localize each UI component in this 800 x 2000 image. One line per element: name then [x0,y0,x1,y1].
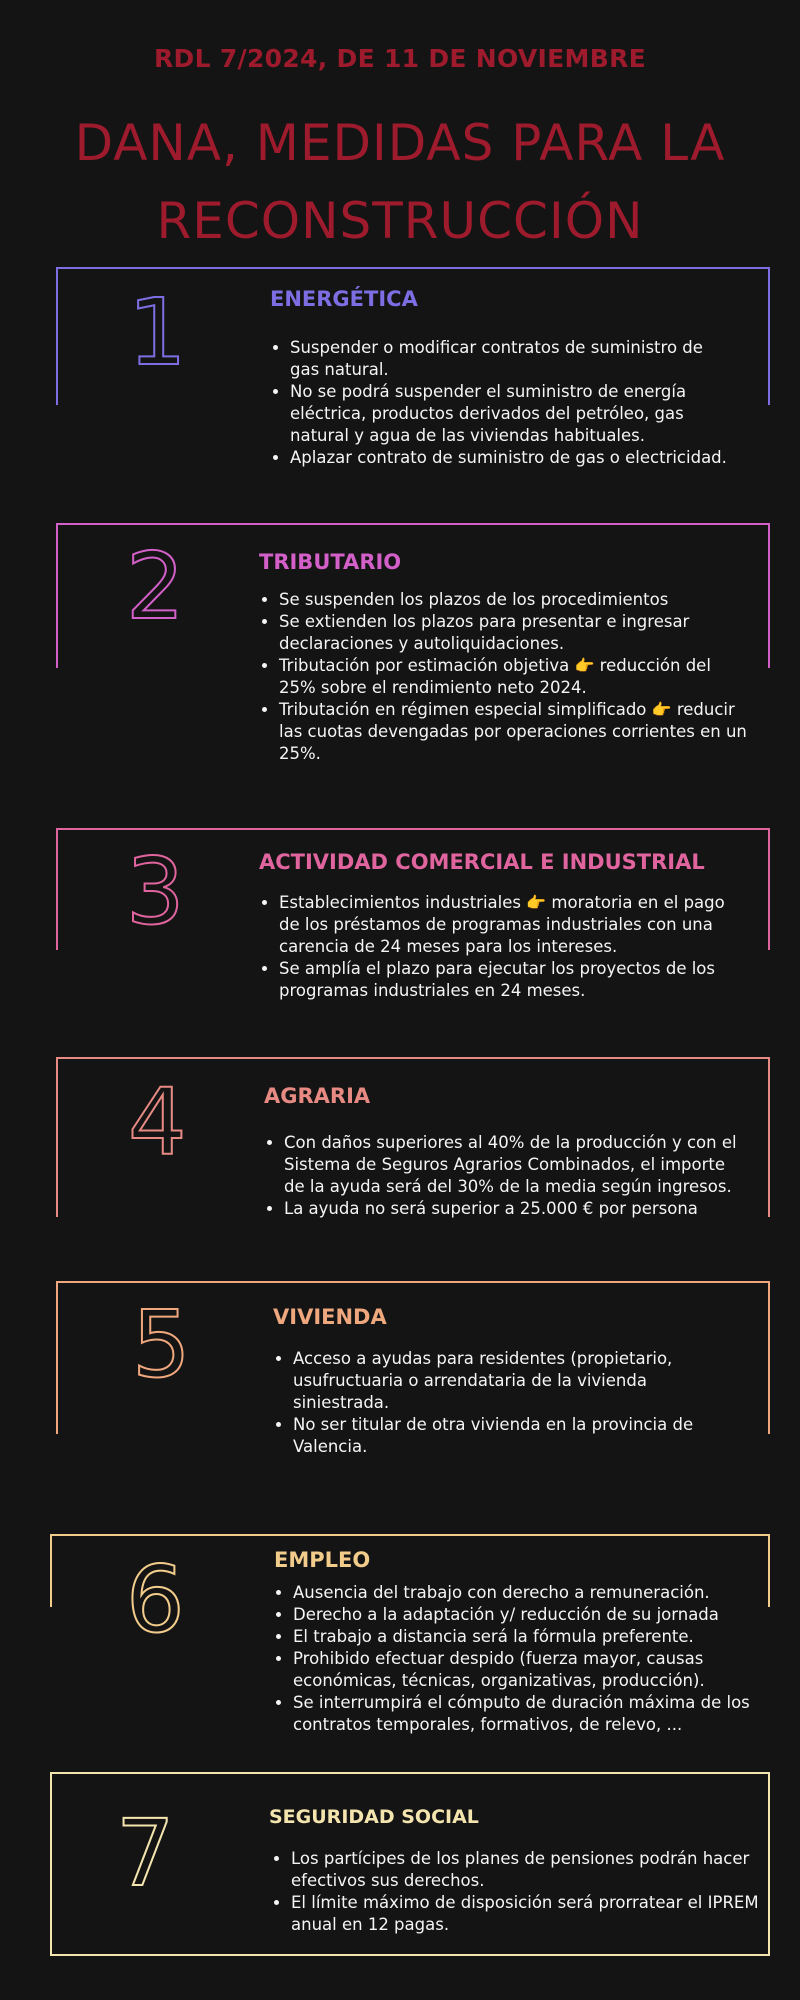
section-list [264,1132,744,1220]
list-item: • Derecho a la adaptación y/ reducción de su jornada [293,1604,773,1626]
section-heading: ACTIVIDAD COMERCIAL E INDUSTRIAL [259,850,705,874]
pointing-hand-icon: 👉 [574,656,595,675]
list-item: • Acceso a ayudas para residentes (propietario, usufructuaria o arrendataria de la vivienda siniestrada. [293,1348,733,1414]
section-heading: EMPLEO [274,1548,371,1572]
section-list [273,1348,733,1458]
list-item: • Se suspenden los plazos de los procedimientos [279,589,749,611]
pointing-hand-icon: 👉 [651,700,672,719]
list-item: • Se extienden los plazos para presentar e ingresar declaraciones y autoliquidaciones. [279,611,749,655]
list-item: • Aplazar contrato de suministro de gas o electricidad. [290,447,730,469]
list-item: • Tributación por estimación objetiva 👉 reducción del 25% sobre el rendimiento neto 2024. [279,655,749,699]
list-item: • No ser titular de otra vivienda en la provincia de Valencia. [293,1414,733,1458]
section-number: 1 [128,279,187,386]
list-item: • No se podrá suspender el suministro de energía eléctrica, productos derivados del petróleo, gas natural y agua de las viviendas habituales. [290,381,730,447]
section-heading: VIVIENDA [273,1305,387,1329]
section-tributario [56,523,770,803]
list-item: • Tributación en régimen especial simplificado 👉 reducir las cuotas devengadas por operaciones corrientes en un 25%. [279,699,749,765]
section-heading: SEGURIDAD SOCIAL [269,1806,479,1828]
section-empleo [50,1534,770,1754]
list-item: • El límite máximo de disposición será prorratear el IPREM anual en 12 pagas. [291,1892,781,1936]
section-vivienda [56,1281,770,1461]
section-energetica [56,267,770,497]
section-agraria [56,1057,770,1247]
title-line-1: DANA, MEDIDAS PARA LA [74,114,726,172]
list-item: • Ausencia del trabajo con derecho a remuneración. [293,1582,773,1604]
section-number: 7 [116,1800,175,1907]
list-item: • Se amplía el plazo para ejecutar los proyectos de los programas industriales en 24 meses. [279,958,729,1002]
list-item: • Prohibido efectuar despido (fuerza mayor, causas económicas, técnicas, organizativas, producción). [293,1648,773,1692]
section-list [259,589,749,765]
section-number: 5 [132,1291,191,1398]
section-actividad-comercial [56,828,770,1008]
section-list [259,892,729,1002]
list-item: • Establecimientos industriales 👉 moratoria en el pago de los préstamos de programas industriales con una carencia de 24 meses para los intereses. [279,892,729,958]
list-item: • La ayuda no será superior a 25.000 € por persona [284,1198,744,1220]
section-number: 2 [126,533,185,640]
section-list [271,1848,781,1936]
list-item: • Con daños superiores al 40% de la producción y con el Sistema de Seguros Agrarios Combinados, el importe de la ayuda será del 30% de la media según ingresos. [284,1132,744,1198]
section-seguridad-social [50,1772,770,1956]
list-item: • Se interrumpirá el cómputo de duración máxima de los contratos temporales, formativos, de relevo, ... [293,1692,773,1736]
section-number: 6 [126,1546,185,1653]
section-heading: AGRARIA [264,1084,371,1108]
section-number: 4 [128,1069,187,1176]
list-item: • Suspender o modificar contratos de suministro de gas natural. [290,337,730,381]
document-subtitle: RDL 7/2024, DE 11 DE NOVIEMBRE [154,44,646,73]
section-list [273,1582,773,1736]
list-item: • Los partícipes de los planes de pensiones podrán hacer efectivos sus derechos. [291,1848,781,1892]
pointing-hand-icon: 👉 [526,893,547,912]
section-heading: ENERGÉTICA [270,287,418,311]
section-heading: TRIBUTARIO [259,550,402,574]
document-title [0,104,800,260]
section-number: 3 [126,838,185,945]
list-item: • El trabajo a distancia será la fórmula preferente. [293,1626,773,1648]
section-list [270,337,730,469]
title-line-2: RECONSTRUCCIÓN [156,192,644,250]
